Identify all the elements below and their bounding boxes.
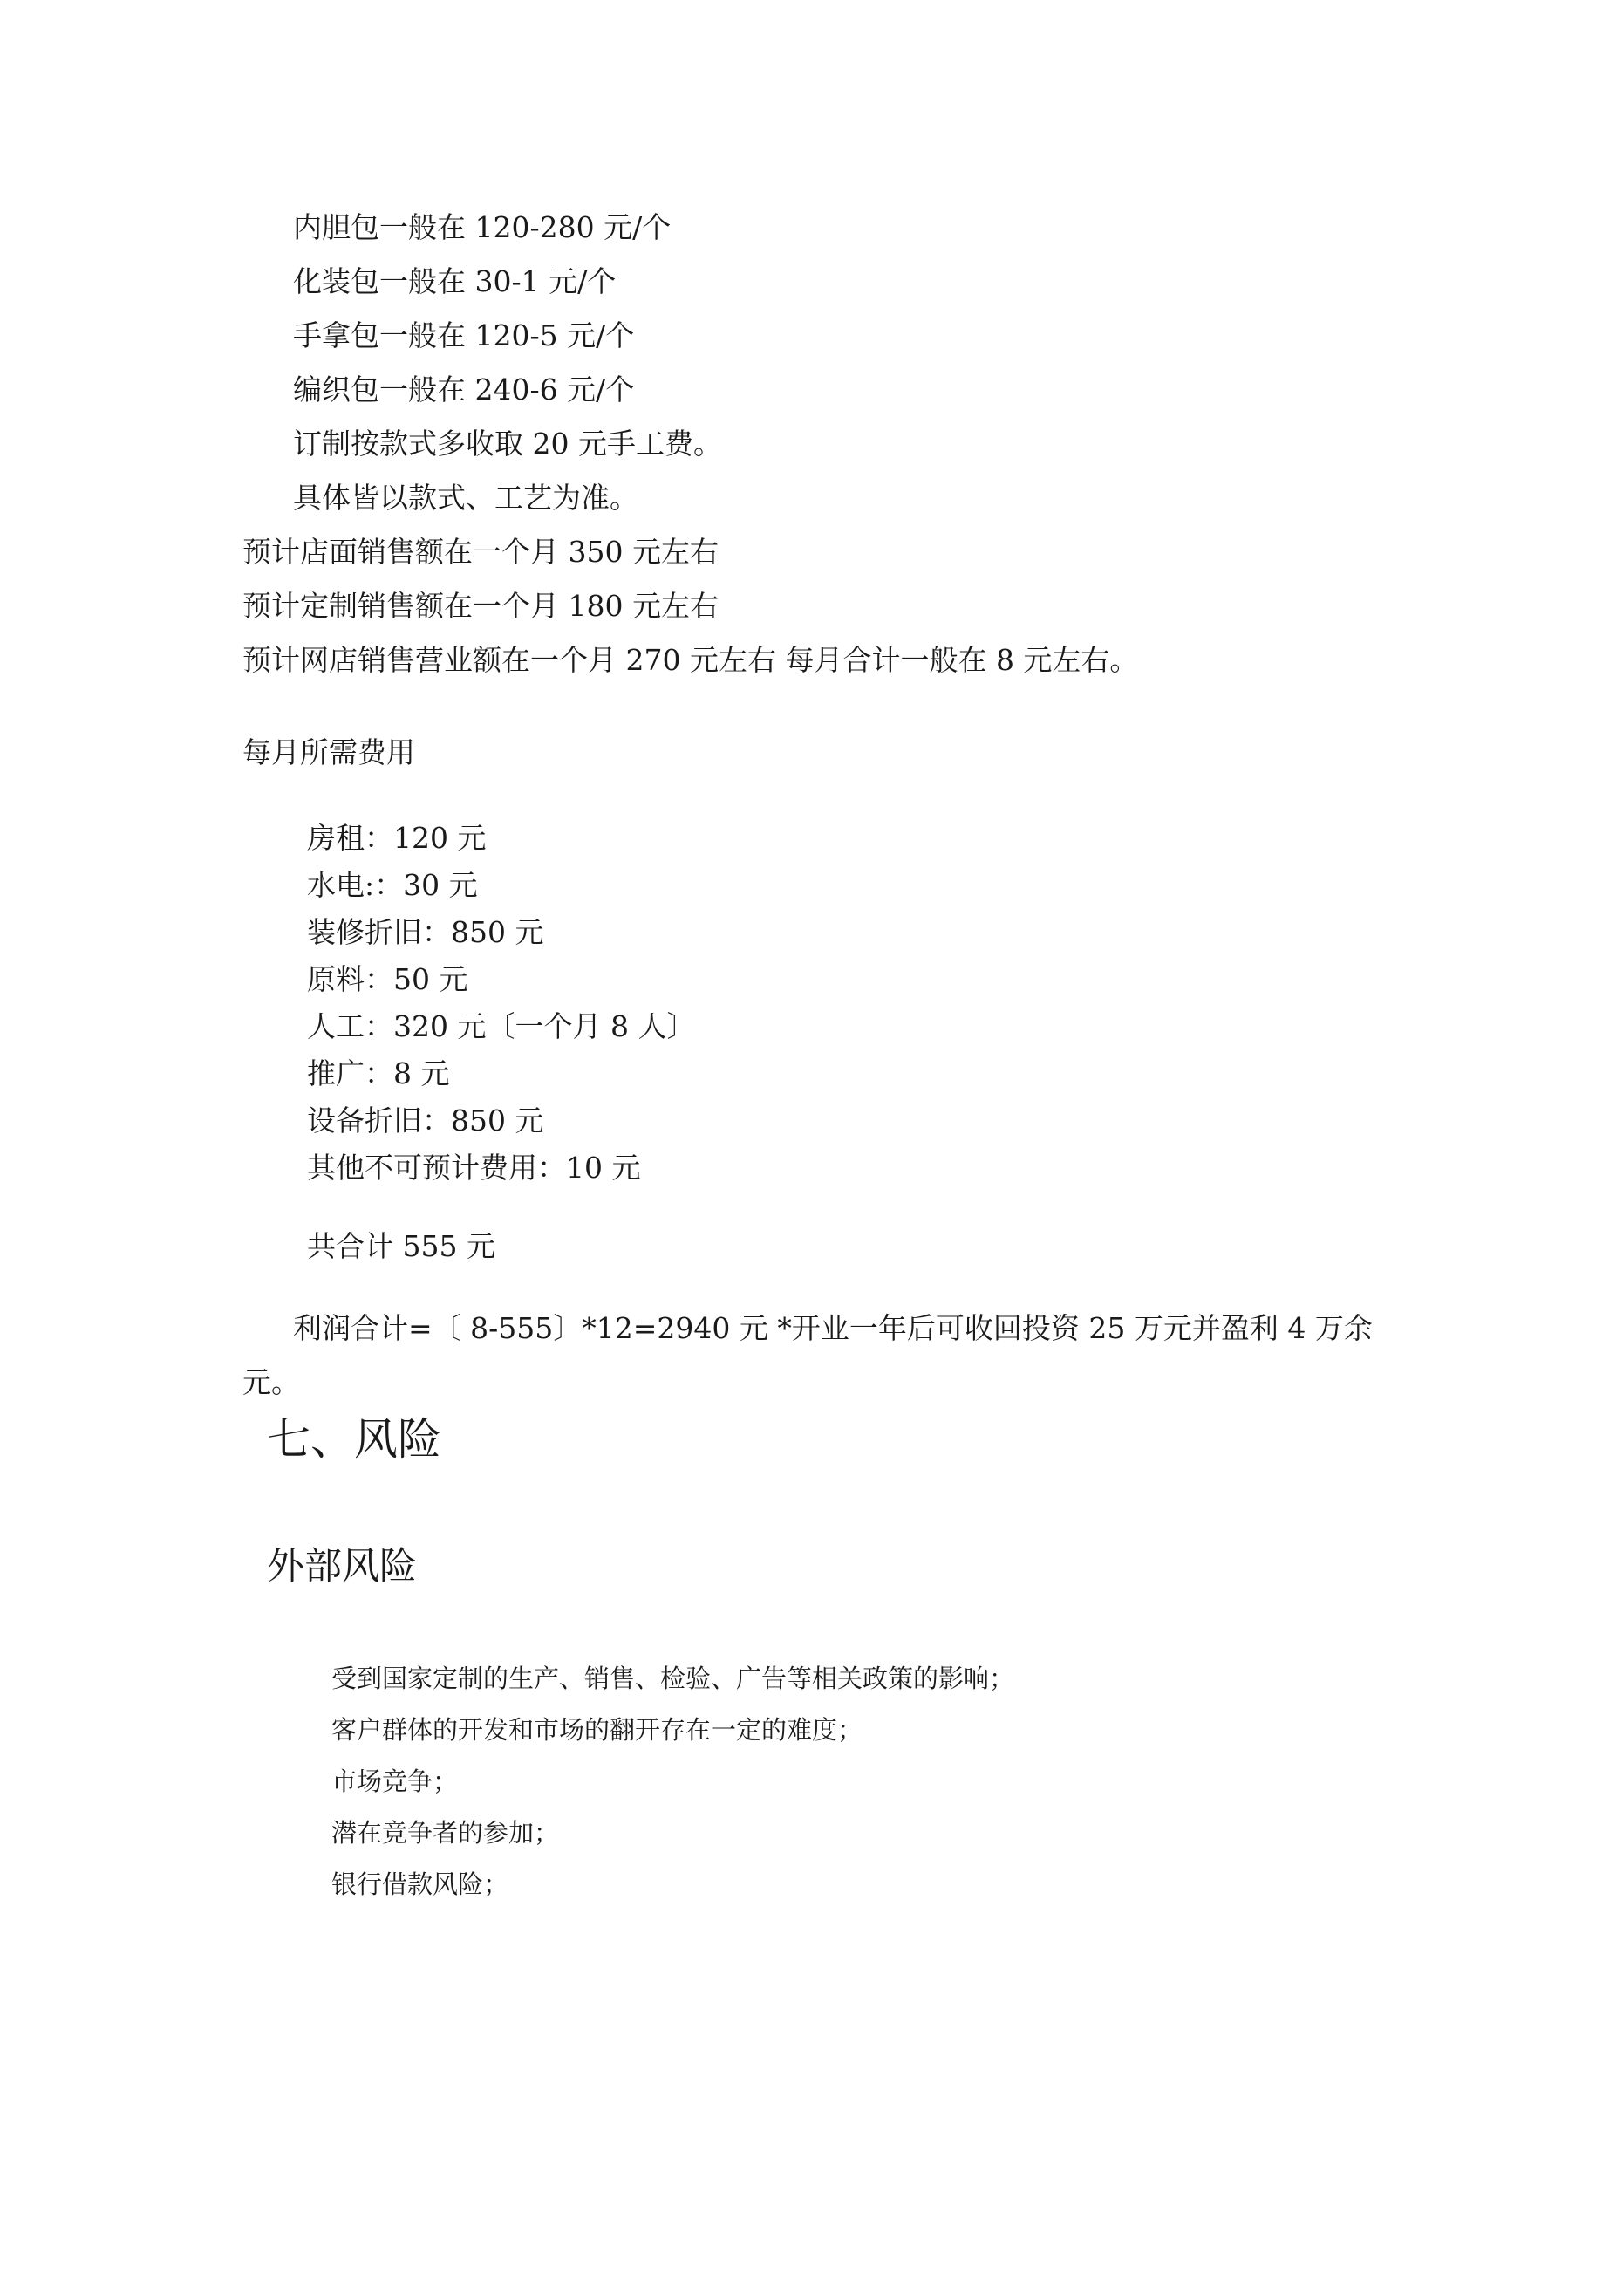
risk-item: 潜在竞争者的参加； [331,1818,560,1848]
risk-item: 客户群体的开发和市场的翻开存在一定的难度； [331,1715,863,1745]
profit-line-continued: 元。 [242,1365,300,1399]
cost-item: 人工：320 元〔一个月 8 人〕 [307,1009,696,1043]
risk-item: 市场竞争； [331,1766,459,1796]
price-line: 内胆包一般在 120-280 元/个 [293,210,672,244]
price-line: 化装包一般在 30-1 元/个 [293,264,617,298]
risk-item: 银行借款风险； [331,1869,509,1899]
cost-total: 共合计 555 元 [307,1229,495,1263]
sales-line: 预计网店销售营业额在一个月 270 元左右 每月合计一般在 8 元左右。 [242,643,1139,677]
sales-line: 预计定制销售额在一个月 180 元左右 [242,589,719,623]
subsection-heading: 外部风险 [267,1545,417,1589]
cost-item: 装修折旧：850 元 [307,915,544,949]
cost-item: 其他不可预计费用：10 元 [307,1151,641,1185]
section-heading: 七、风险 [267,1414,441,1465]
cost-item: 水电:：30 元 [307,868,478,902]
risk-item: 受到国家定制的生产、销售、检验、广告等相关政策的影响； [331,1664,1015,1693]
cost-item: 推广：8 元 [307,1056,450,1090]
price-line: 手拿包一般在 120-5 元/个 [293,318,635,352]
price-line: 编织包一般在 240-6 元/个 [293,372,635,407]
price-line: 订制按款式多收取 20 元手工费。 [293,427,722,461]
price-line: 具体皆以款式、工艺为准。 [293,481,638,515]
sales-line: 预计店面销售额在一个月 350 元左右 [242,535,719,569]
costs-heading: 每月所需费用 [242,735,415,769]
cost-item: 房租：120 元 [307,821,487,855]
cost-item: 设备折旧：850 元 [307,1104,544,1138]
cost-item: 原料：50 元 [307,962,468,996]
profit-line: 利润合计=〔 8-555〕*12=2940 元 *开业一年后可收回投资 25 万元并盈利 4 万余 [293,1311,1373,1345]
